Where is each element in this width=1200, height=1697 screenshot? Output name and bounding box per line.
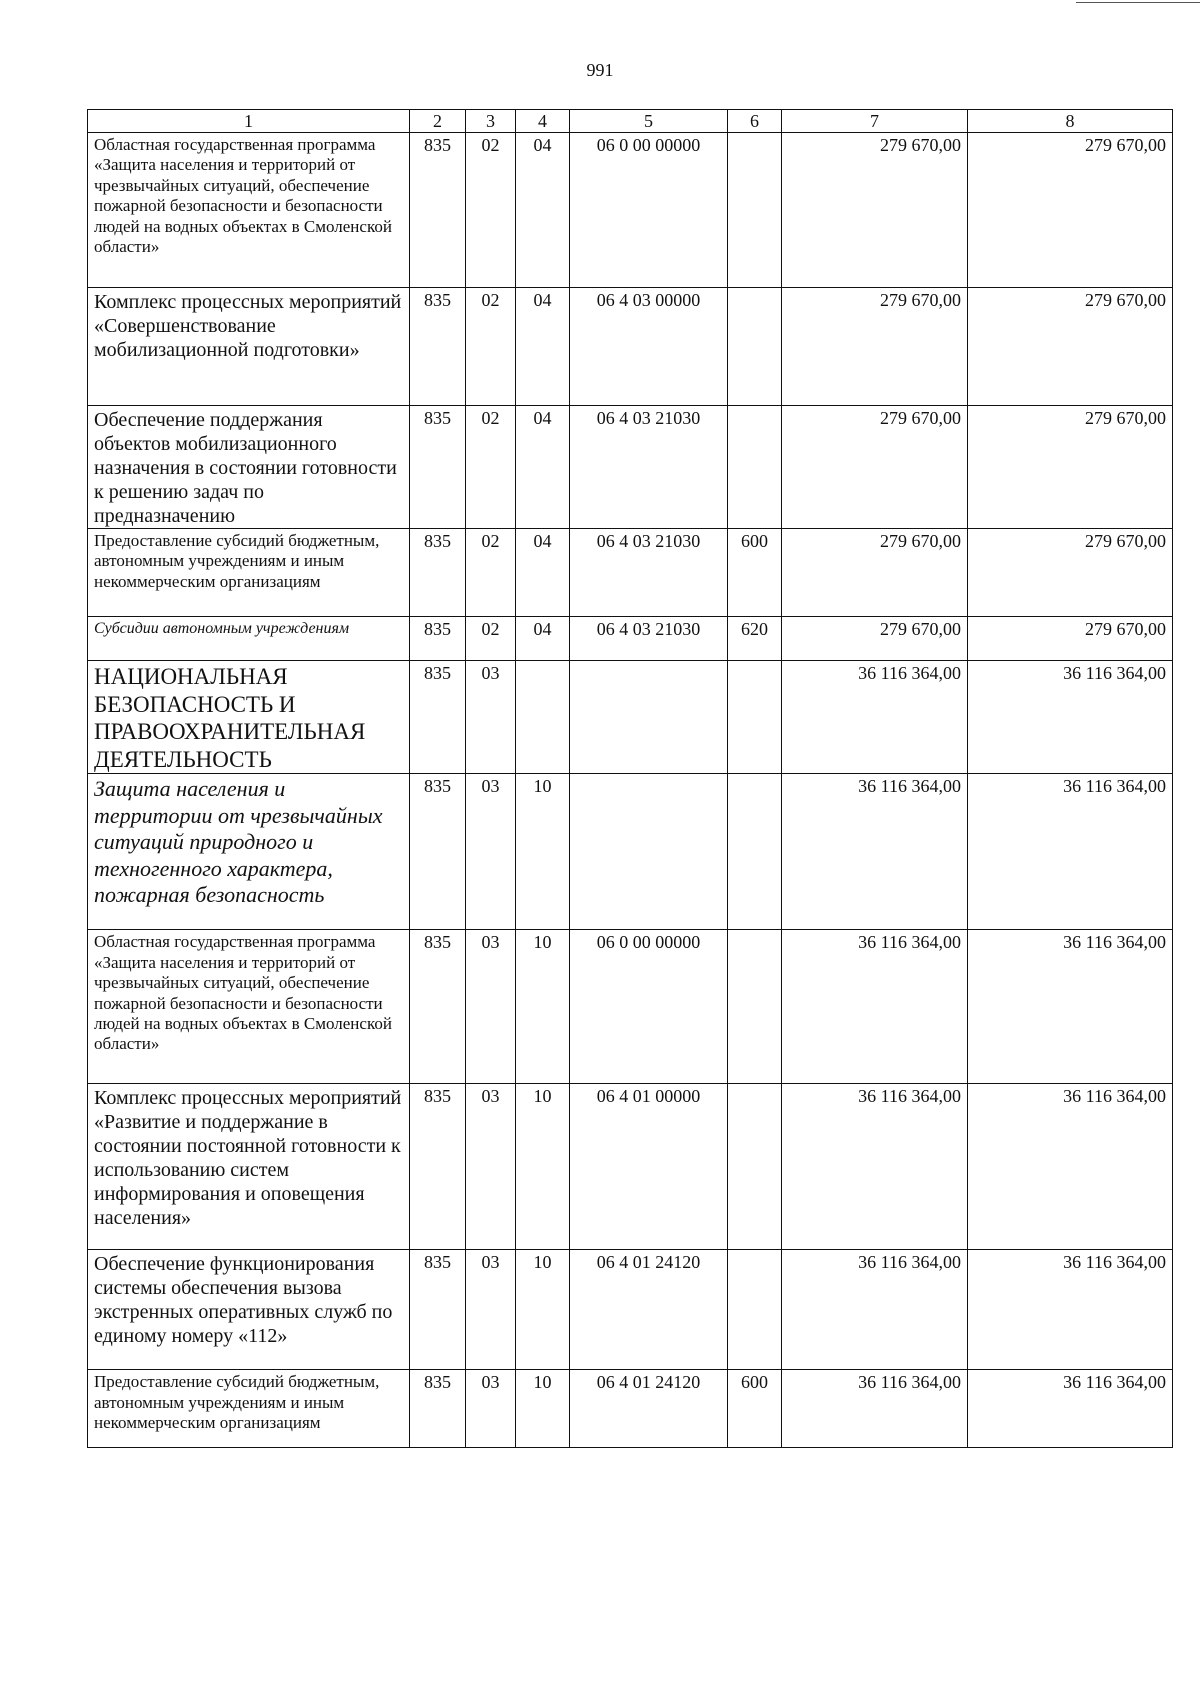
target-article-cell: 06 4 03 21030 [570,617,728,661]
table-body [88,133,1173,1448]
table-row [88,1370,1173,1448]
table-row [88,288,1173,406]
table-row [88,1084,1173,1250]
subsection-cell: 04 [516,288,570,406]
amount-cell-7: 36 116 364,00 [782,774,968,930]
target-article-cell: 06 4 03 00000 [570,288,728,406]
expense-type-cell: 600 [728,1370,782,1448]
code-cell: 835 [410,774,466,930]
amount-cell-8: 36 116 364,00 [968,1370,1173,1448]
code-cell: 835 [410,288,466,406]
expense-type-cell [728,930,782,1084]
row-name-cell: Комплекс процессных мероприятий «Совершенствование мобилизационной подготовки» [88,288,410,406]
header-cell-8: 8 [968,110,1173,133]
budget-table [87,109,1173,1448]
row-name-cell: Обеспечение поддержания объектов мобилизационного назначения в состоянии готовности к решению задач по предназначению [88,406,410,529]
code-cell: 835 [410,529,466,617]
header-cell-3: 3 [466,110,516,133]
target-article-cell: 06 0 00 00000 [570,133,728,288]
section-cell: 03 [466,661,516,774]
subsection-cell: 04 [516,406,570,529]
header-cell-2: 2 [410,110,466,133]
header-row [88,110,1173,133]
code-cell: 835 [410,617,466,661]
subsection-cell: 04 [516,133,570,288]
subsection-cell: 10 [516,1084,570,1250]
amount-cell-7: 279 670,00 [782,288,968,406]
amount-cell-8: 36 116 364,00 [968,1084,1173,1250]
expense-type-cell: 600 [728,529,782,617]
code-cell: 835 [410,1370,466,1448]
row-name-cell: Областная государственная программа «Защита населения и территорий от чрезвычайных ситуаций, обеспечение пожарной безопасности и безопасности людей на водных объектах в Смоленской области» [88,930,410,1084]
table-row [88,661,1173,774]
amount-cell-7: 279 670,00 [782,529,968,617]
section-cell: 02 [466,133,516,288]
row-name-cell: Обеспечение функционирования системы обеспечения вызова экстренных оперативных служб по единому номеру «112» [88,1250,410,1370]
row-name-cell: НАЦИОНАЛЬНАЯ БЕЗОПАСНОСТЬ И ПРАВООХРАНИТЕЛЬНАЯ ДЕЯТЕЛЬНОСТЬ [88,661,410,774]
subsection-cell: 10 [516,1250,570,1370]
target-article-cell: 06 4 03 21030 [570,406,728,529]
subsection-cell: 10 [516,930,570,1084]
amount-cell-8: 279 670,00 [968,617,1173,661]
amount-cell-8: 36 116 364,00 [968,1250,1173,1370]
table-row [88,930,1173,1084]
code-cell: 835 [410,1084,466,1250]
expense-type-cell [728,774,782,930]
amount-cell-7: 36 116 364,00 [782,930,968,1084]
table-row [88,1250,1173,1370]
amount-cell-8: 36 116 364,00 [968,930,1173,1084]
expense-type-cell: 620 [728,617,782,661]
row-name-cell: Защита населения и территории от чрезвычайных ситуаций природного и техногенного характера, пожарная безопасность [88,774,410,930]
amount-cell-7: 279 670,00 [782,406,968,529]
target-article-cell [570,661,728,774]
code-cell: 835 [410,133,466,288]
expense-type-cell [728,288,782,406]
amount-cell-8: 279 670,00 [968,133,1173,288]
amount-cell-8: 279 670,00 [968,288,1173,406]
code-cell: 835 [410,661,466,774]
amount-cell-8: 279 670,00 [968,406,1173,529]
subsection-cell: 04 [516,617,570,661]
target-article-cell [570,774,728,930]
section-cell: 03 [466,1084,516,1250]
expense-type-cell [728,1250,782,1370]
row-name-cell: Предоставление субсидий бюджетным, автономным учреждениям и иным некоммерческим организациям [88,1370,410,1448]
section-cell: 02 [466,529,516,617]
section-cell: 03 [466,774,516,930]
section-cell: 03 [466,930,516,1084]
section-cell: 03 [466,1370,516,1448]
row-name-cell: Предоставление субсидий бюджетным, автономным учреждениям и иным некоммерческим организациям [88,529,410,617]
row-name-cell: Субсидии автономным учреждениям [88,617,410,661]
row-name-cell: Комплекс процессных мероприятий «Развитие и поддержание в состоянии постоянной готовности к использованию систем информирования и оповещения населения» [88,1084,410,1250]
amount-cell-8: 36 116 364,00 [968,661,1173,774]
amount-cell-8: 36 116 364,00 [968,774,1173,930]
table-row [88,617,1173,661]
table-row [88,133,1173,288]
target-article-cell: 06 4 01 24120 [570,1370,728,1448]
amount-cell-8: 279 670,00 [968,529,1173,617]
scan-edge-line [1076,2,1200,3]
target-article-cell: 06 4 01 00000 [570,1084,728,1250]
amount-cell-7: 36 116 364,00 [782,1370,968,1448]
expense-type-cell [728,1084,782,1250]
subsection-cell: 10 [516,774,570,930]
subsection-cell [516,661,570,774]
amount-cell-7: 36 116 364,00 [782,1250,968,1370]
code-cell: 835 [410,1250,466,1370]
amount-cell-7: 36 116 364,00 [782,1084,968,1250]
target-article-cell: 06 4 01 24120 [570,1250,728,1370]
section-cell: 02 [466,288,516,406]
header-cell-6: 6 [728,110,782,133]
table-row [88,774,1173,930]
header-cell-7: 7 [782,110,968,133]
table-row [88,529,1173,617]
amount-cell-7: 279 670,00 [782,617,968,661]
expense-type-cell [728,661,782,774]
header-cell-4: 4 [516,110,570,133]
code-cell: 835 [410,930,466,1084]
table-row [88,406,1173,529]
page-number: 991 [586,60,614,80]
subsection-cell: 04 [516,529,570,617]
target-article-cell: 06 4 03 21030 [570,529,728,617]
header-cell-5: 5 [570,110,728,133]
target-article-cell: 06 0 00 00000 [570,930,728,1084]
header-cell-1: 1 [88,110,410,133]
subsection-cell: 10 [516,1370,570,1448]
row-name-cell: Областная государственная программа «Защита населения и территорий от чрезвычайных ситуаций, обеспечение пожарной безопасности и безопасности людей на водных объектах в Смоленской области» [88,133,410,288]
expense-type-cell [728,406,782,529]
amount-cell-7: 36 116 364,00 [782,661,968,774]
amount-cell-7: 279 670,00 [782,133,968,288]
code-cell: 835 [410,406,466,529]
expense-type-cell [728,133,782,288]
section-cell: 02 [466,617,516,661]
section-cell: 02 [466,406,516,529]
section-cell: 03 [466,1250,516,1370]
